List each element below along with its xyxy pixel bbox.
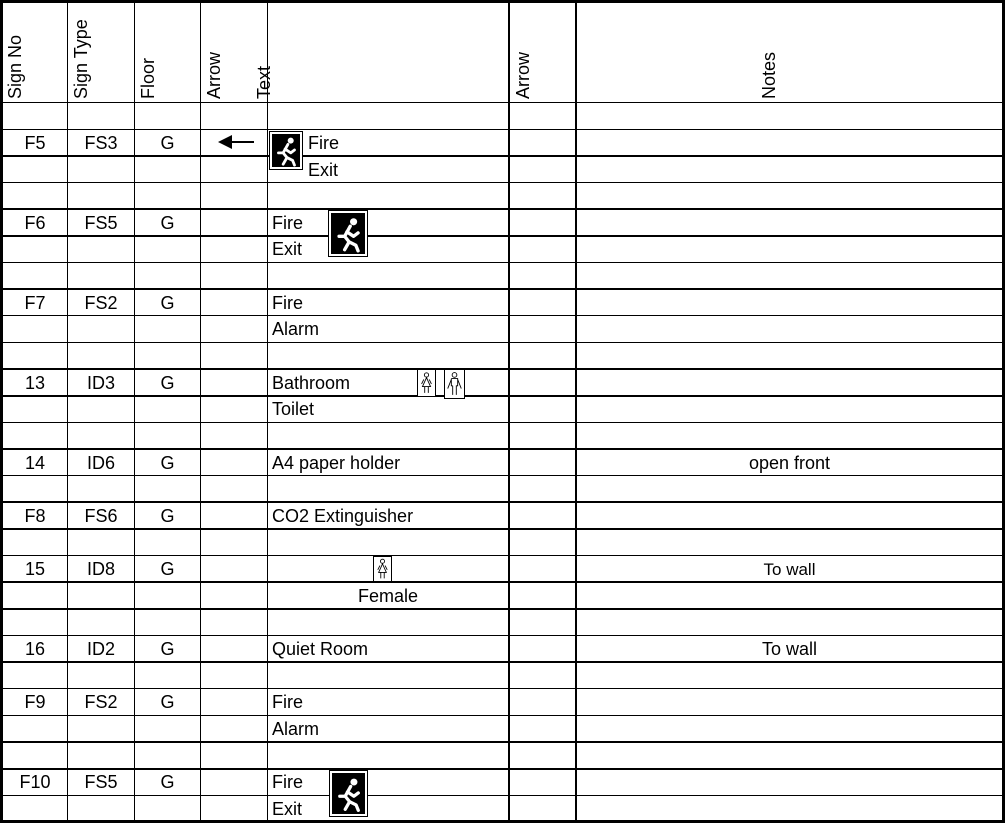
floor-cell: G [160,772,175,792]
floor-cell: G [160,692,175,712]
grid-line [0,501,1005,503]
grid-line [575,0,577,823]
sign-type-cell: FS2 [84,293,118,313]
floor-cell: G [160,213,175,233]
sign-no-cell: F9 [24,692,46,712]
sign-no-cell: 15 [24,559,46,579]
header-text: Text [254,65,274,99]
text-line-2: Toilet [272,399,315,419]
sign-type-cell: FS5 [84,213,118,233]
grid-line [0,315,1005,316]
floor-cell: G [160,506,175,526]
header-sign-type: Sign Type [71,19,91,99]
grid-line [0,342,1005,343]
female-toilet-icon [417,369,436,397]
sign-type-cell: ID8 [86,559,115,579]
floor-cell: G [160,639,175,659]
grid-line [0,741,1005,743]
floor-cell: G [160,453,175,473]
grid-line [508,0,510,823]
sign-no-cell: 16 [24,639,46,659]
left-arrow-icon [218,135,254,149]
sign-type-cell: FS2 [84,692,118,712]
grid-line [200,0,201,823]
text-line-1: Fire [308,133,339,153]
sign-no-cell: F5 [24,133,46,153]
grid-line [0,182,1005,183]
text-line-2: Alarm [272,319,320,339]
text-line-2: Alarm [272,719,320,739]
sign-type-cell: FS6 [84,506,118,526]
text-line-2: Exit [272,799,303,819]
notes-cell: To wall [763,560,816,579]
grid-line [0,422,1005,423]
running-man-exit-icon [269,131,303,170]
text-line-1: Fire [272,293,303,313]
grid-line [0,528,1005,530]
text-line-1: Fire [272,692,303,712]
sign-no-cell: F8 [24,506,46,526]
grid-line [0,608,1005,610]
sign-no-cell: 13 [24,373,46,393]
grid-line [0,288,1005,290]
grid-line [0,475,1005,476]
grid-line [0,395,1005,397]
text-line-1: Fire [272,213,303,233]
notes-cell: open front [748,453,831,473]
text-line-1: Quiet Room [272,639,369,659]
grid-line [0,102,1005,103]
text-line-2: Female [357,586,419,606]
header-floor: Floor [138,57,158,99]
text-line-2: Exit [272,239,303,259]
header-sign-no: Sign No [5,34,25,99]
notes-cell: To wall [761,639,818,659]
grid-line [0,635,1005,636]
female-toilet-icon [373,556,392,582]
sign-type-cell: FS3 [84,133,118,153]
grid-line [0,555,1005,556]
grid-line [0,768,1005,770]
grid-line [0,262,1005,263]
running-man-exit-icon [328,210,368,257]
text-line-1: Bathroom [272,373,351,393]
grid-line [0,368,1005,370]
grid-line [0,581,1005,583]
text-line-1: CO2 Extinguisher [272,506,414,526]
sign-no-cell: F7 [24,293,46,313]
grid-line [267,0,268,823]
text-line-1: A4 paper holder [272,453,401,473]
sign-type-cell: ID2 [86,639,115,659]
male-toilet-icon [444,369,465,399]
sign-no-cell: 14 [24,453,46,473]
text-line-2: Exit [308,160,339,180]
floor-cell: G [160,293,175,313]
grid-line [0,235,1005,237]
sign-type-cell: ID3 [86,373,115,393]
grid-line [0,208,1005,210]
text-line-1: Fire [272,772,303,792]
running-man-exit-icon [329,770,368,817]
grid-line [0,715,1005,716]
sign-no-cell: F6 [24,213,46,233]
sign-type-cell: FS5 [84,772,118,792]
floor-cell: G [160,133,175,153]
header-arrow-left: Arrow [204,51,224,99]
header-arrow-right: Arrow [513,51,533,99]
sign-type-cell: ID6 [86,453,115,473]
header-notes: Notes [759,51,779,99]
grid-line [0,661,1005,663]
grid-line [0,448,1005,450]
floor-cell: G [160,559,175,579]
grid-line [0,795,1005,796]
floor-cell: G [160,373,175,393]
grid-line [0,129,1005,130]
grid-line [0,688,1005,689]
sign-no-cell: F10 [19,772,51,792]
grid-line [0,0,1005,3]
grid-line [0,155,1005,157]
